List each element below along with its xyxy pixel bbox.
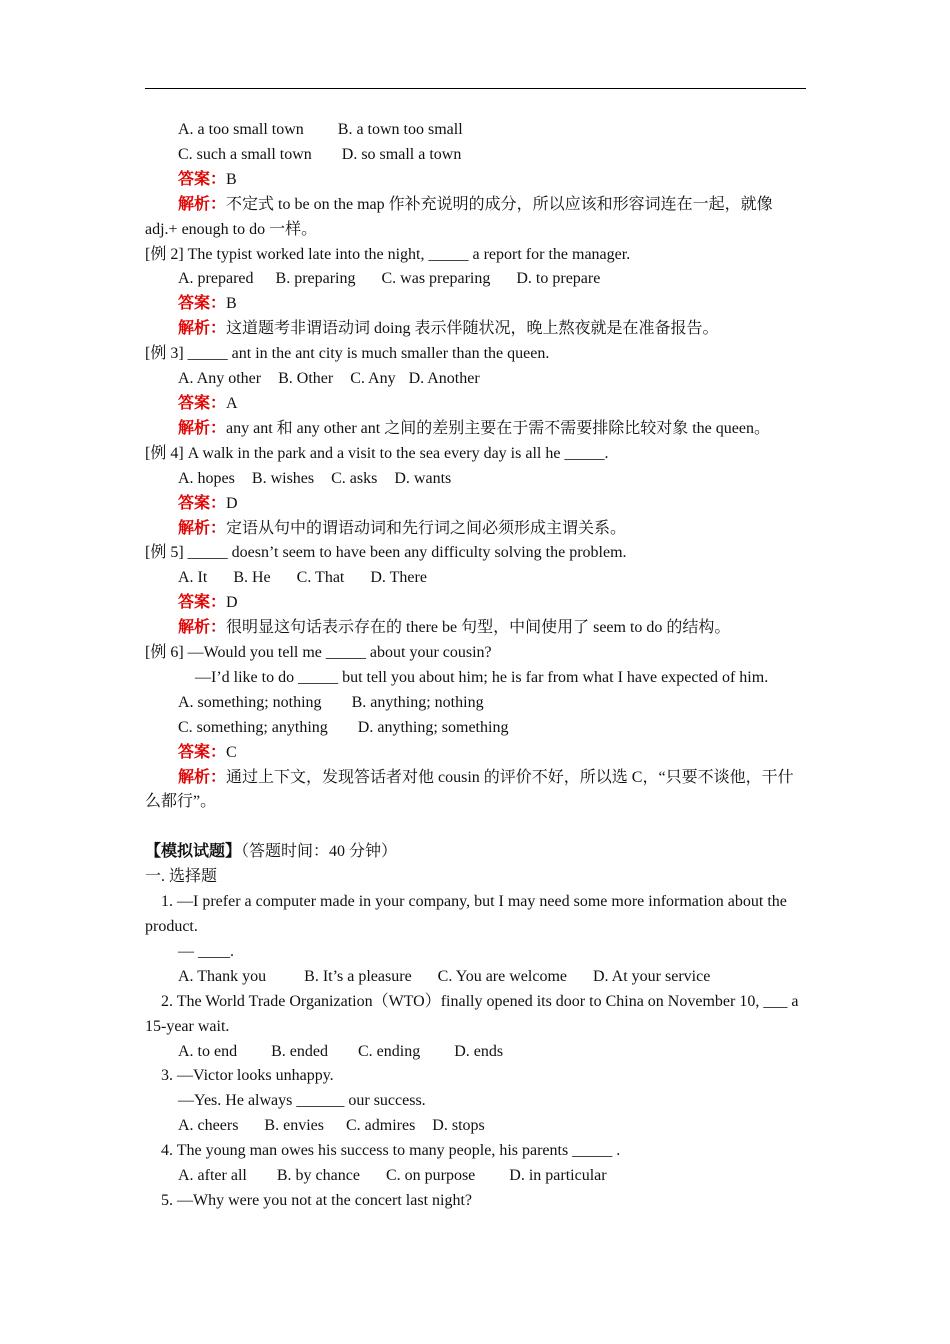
option: C. was preparing — [381, 270, 491, 288]
answer-value: B — [226, 170, 237, 188]
header-rule — [145, 88, 806, 89]
option: A. something; nothing — [178, 693, 322, 711]
example-2-analysis — [145, 317, 806, 342]
option: B. wishes — [251, 469, 315, 487]
question-3-reply: —Yes. He always ______ our success. — [178, 1092, 426, 1110]
answer-label: 答案： — [178, 170, 227, 188]
answer-value: A — [226, 394, 238, 412]
example-6-question: [例 6] —Would you tell me _____ about your cousin? — [145, 644, 492, 662]
question-5-text: 5. —Why were you not at the concert last night? — [161, 1191, 473, 1209]
question-4-text: 4. The young man owes his success to many people, his parents _____ . — [161, 1142, 621, 1160]
option: B. He — [233, 569, 271, 587]
option: C. That — [296, 569, 345, 587]
question-3-text: 3. —Victor looks unhappy. — [161, 1067, 334, 1085]
option: C. something; anything — [178, 718, 328, 736]
analysis-text: 很明显这句话表示存在的 there be 句型，中间使用了 seem to do 的结构。 — [226, 619, 731, 637]
option: D. Another — [408, 370, 480, 388]
question-1-options — [145, 965, 806, 990]
option: A. Any other — [178, 370, 262, 388]
analysis-text: 定语从句中的谓语动词和先行词之间必须形成主谓关系。 — [226, 519, 627, 537]
time-note: （答题时间：40 分钟） — [241, 843, 398, 861]
answer-label: 答案： — [178, 295, 227, 313]
analysis-text: 通过上下文，发现答话者对他 cousin 的评价不好，所以选 C，“只要不谈他，干什么都行”。 — [145, 768, 794, 811]
ex1-options-row2 — [145, 143, 806, 168]
option: C. ending — [357, 1042, 421, 1060]
example-4-options — [145, 467, 806, 492]
question-4-options — [145, 1164, 806, 1189]
analysis-text: 这道题考非谓语动词 doing 表示伴随状况，晚上熬夜就是在准备报告。 — [226, 320, 719, 338]
option: B. envies — [264, 1117, 324, 1135]
option: A. prepared — [178, 270, 254, 288]
option: D. in particular — [509, 1167, 607, 1185]
option: A. a too small town — [178, 121, 304, 138]
example-6-options-row2 — [145, 716, 806, 741]
option: C. You are welcome — [437, 967, 567, 985]
answer-value: C — [226, 743, 237, 761]
answer-label: 答案： — [178, 743, 227, 761]
example-6-analysis — [145, 766, 806, 816]
option: C. on purpose — [385, 1167, 476, 1185]
analysis-label: 解析： — [178, 519, 227, 537]
option: D. to prepare — [516, 270, 601, 288]
option: B. It’s a pleasure — [304, 967, 412, 985]
ex1-answer — [145, 168, 806, 193]
example-4-answer — [145, 492, 806, 517]
example-5-answer — [145, 591, 806, 616]
example-3-options — [145, 367, 806, 392]
example-4-analysis — [145, 517, 806, 542]
example-6-options-row1 — [145, 691, 806, 716]
analysis-label: 解析： — [178, 768, 227, 786]
example-5-question: [例 5] _____ doesn’t seem to have been any difficulty solving the problem. — [145, 544, 627, 562]
example-3-answer — [145, 392, 806, 417]
option: A. hopes — [178, 469, 235, 487]
option: D. At your service — [592, 967, 711, 985]
answer-label: 答案： — [178, 494, 227, 512]
question-1-text: 1. —I prefer a computer made in your company, but I may need some more information about the product. — [145, 893, 787, 935]
analysis-label: 解析： — [178, 320, 227, 338]
ex1-analysis — [145, 193, 806, 243]
option: A. Thank you — [178, 967, 267, 985]
example-6-answer — [145, 741, 806, 766]
option: A. cheers — [178, 1117, 239, 1135]
analysis-label: 解析： — [178, 619, 227, 637]
part-heading: 一. 选择题 — [145, 868, 218, 886]
example-3-analysis — [145, 417, 806, 442]
option: B. a town too small — [337, 121, 463, 138]
spacer — [145, 815, 806, 840]
option: D. ends — [454, 1042, 504, 1060]
option: A. after all — [178, 1167, 247, 1185]
ex1-options-row1 — [145, 118, 806, 143]
option: D. stops — [432, 1117, 485, 1135]
option: A. It — [178, 569, 208, 587]
analysis-label: 解析： — [178, 195, 227, 213]
page-content — [145, 118, 806, 1214]
example-6-reply: —I’d like to do _____ but tell you about him; he is far from what I have expected of him. — [195, 668, 769, 686]
answer-value: D — [226, 594, 238, 612]
option: B. ended — [271, 1042, 328, 1060]
option: D. so small a town — [341, 145, 462, 163]
analysis-text: any ant 和 any other ant 之间的差别主要在于需不需要排除比较对象 the queen。 — [226, 419, 770, 437]
option: B. preparing — [275, 270, 356, 288]
option: D. There — [370, 569, 427, 587]
example-2-answer — [145, 292, 806, 317]
example-2-options — [145, 267, 806, 292]
example-4-question: [例 4] A walk in the park and a visit to the sea every day is all he _____. — [145, 444, 609, 462]
option: D. anything; something — [357, 718, 509, 736]
answer-value: B — [226, 295, 237, 313]
option: B. anything; nothing — [351, 693, 484, 711]
example-2-question: [例 2] The typist worked late into the night, _____ a report for the manager. — [145, 245, 631, 263]
question-1-reply: — ____. — [178, 942, 234, 960]
example-3-question: [例 3] _____ ant in the ant city is much smaller than the queen. — [145, 345, 550, 363]
analysis-label: 解析： — [178, 419, 227, 437]
option: B. Other — [278, 370, 334, 388]
question-3-options — [145, 1114, 806, 1139]
option: C. admires — [345, 1117, 416, 1135]
answer-label: 答案： — [178, 394, 227, 412]
option: C. asks — [331, 469, 378, 487]
mock-test-heading — [145, 840, 806, 865]
option: A. to end — [178, 1042, 238, 1060]
answer-label: 答案： — [178, 594, 227, 612]
question-2-options — [145, 1040, 806, 1065]
option: B. by chance — [276, 1167, 360, 1185]
analysis-text: 不定式 to be on the map 作补充说明的成分，所以应该和形容词连在一起，就像 adj.+ enough to do 一样。 — [145, 195, 773, 238]
example-5-options — [145, 566, 806, 591]
option: D. wants — [394, 469, 452, 487]
question-2-text: 2. The World Trade Organization（WTO）finally opened its door to China on November 10, ___ a 15-year wait. — [145, 992, 799, 1035]
section-title: 【模拟试题】 — [145, 843, 242, 861]
option: C. Any — [350, 370, 396, 388]
answer-value: D — [226, 494, 238, 512]
example-5-analysis — [145, 616, 806, 641]
option: C. such a small town — [178, 145, 312, 163]
